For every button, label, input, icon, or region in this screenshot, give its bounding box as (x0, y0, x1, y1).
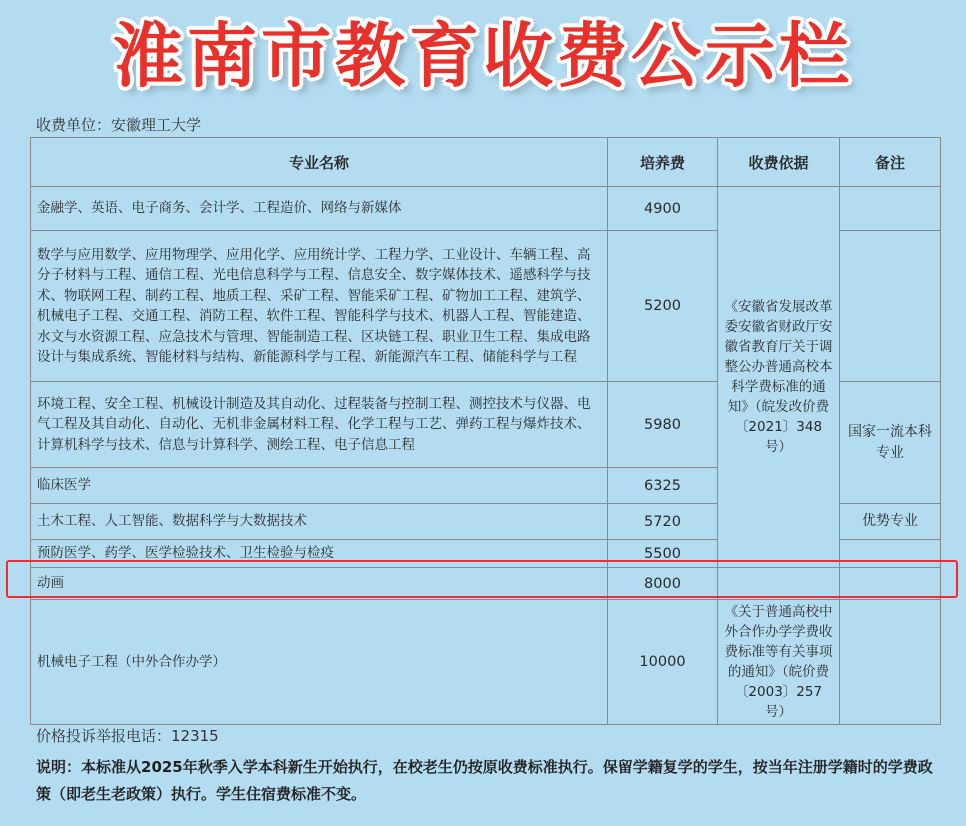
header-fee: 培养费 (608, 138, 718, 187)
fee-cell: 5980 (608, 382, 718, 468)
major-cell: 环境工程、安全工程、机械设计制造及其自动化、过程装备与控制工程、测控技术与仪器、电气工程及其自动化、自动化、无机非金属材料工程、化学工程与工艺、弹药工程与爆炸技术、计算机科学与技术、信息与计算科学、测绘工程、电子信息工程 (31, 382, 608, 468)
fee-cell: 5500 (608, 540, 718, 568)
major-cell: 数学与应用数学、应用物理学、应用化学、应用统计学、工程力学、工业设计、车辆工程、高分子材料与工程、通信工程、光电信息科学与工程、信息安全、数字媒体技术、遥感科学与技术、物联网工程、制药工程、地质工程、采矿工程、智能采矿工程、矿物加工工程、建筑学、机械电子工程、交通工程、消防工程、软件工程、智能科学与技术、机器人工程、智能建造、水文与水资源工程、应急技术与管理、智能制造工程、区块链工程、职业卫生工程、集成电路设计与集成系统、智能材料与结构、新能源科学与工程、新能源汽车工程、储能科学与工程 (31, 231, 608, 382)
table-row (31, 187, 941, 231)
explanation-note: 说明：本标准从2025年秋季入学本科新生开始执行，在校老生仍按原收费标准执行。保留学籍复学的学生，按当年注册学籍时的学费政策（即老生老政策）执行。学生住宿费标准不变。 (36, 758, 933, 803)
page-title: 淮南市教育收费公示栏 (113, 15, 853, 97)
fee-cell: 6325 (608, 468, 718, 504)
major-cell: 预防医学、药学、医学检验技术、卫生检验与检疫 (31, 540, 608, 568)
header-basis: 收费依据 (718, 138, 840, 187)
fee-cell: 5200 (608, 231, 718, 382)
major-cell: 临床医学 (31, 468, 608, 504)
major-cell: 机械电子工程（中外合作办学） (31, 600, 608, 725)
table-header-row (31, 138, 941, 187)
table-row (31, 600, 941, 725)
complaint-phone: 价格投诉举报电话：12315 (36, 727, 219, 745)
highlight-box (6, 560, 958, 598)
note-cell-first-class: 国家一流本科专业 (840, 382, 941, 504)
fee-unit: 收费单位：安徽理工大学 (36, 116, 202, 134)
fee-cell: 10000 (608, 600, 718, 725)
note-cell-advantage: 优势专业 (840, 504, 941, 540)
major-cell: 动画 (31, 568, 608, 600)
major-cell: 金融学、英语、电子商务、会计学、工程造价、网络与新媒体 (31, 187, 608, 231)
basis-cell-1: 《安徽省发展改革委安徽省财政厅安徽省教育厅关于调整公办普通高校本科学费标准的通知》（皖发改价费〔2021〕348 号） (718, 187, 840, 568)
fee-cell: 5720 (608, 504, 718, 540)
basis-cell-2: 《关于普通高校中外合作办学学费收费标准等有关事项的通知》（皖价费〔2003〕257 号） (718, 600, 840, 725)
fee-cell: 8000 (608, 568, 718, 600)
fee-cell: 4900 (608, 187, 718, 231)
header-note: 备注 (840, 138, 941, 187)
note-cell-empty (840, 600, 941, 725)
note-cell-empty (840, 231, 941, 382)
note-cell-empty (840, 187, 941, 231)
major-cell: 土木工程、人工智能、数据科学与大数据技术 (31, 504, 608, 540)
fee-table (30, 137, 941, 725)
header-major: 专业名称 (31, 138, 608, 187)
